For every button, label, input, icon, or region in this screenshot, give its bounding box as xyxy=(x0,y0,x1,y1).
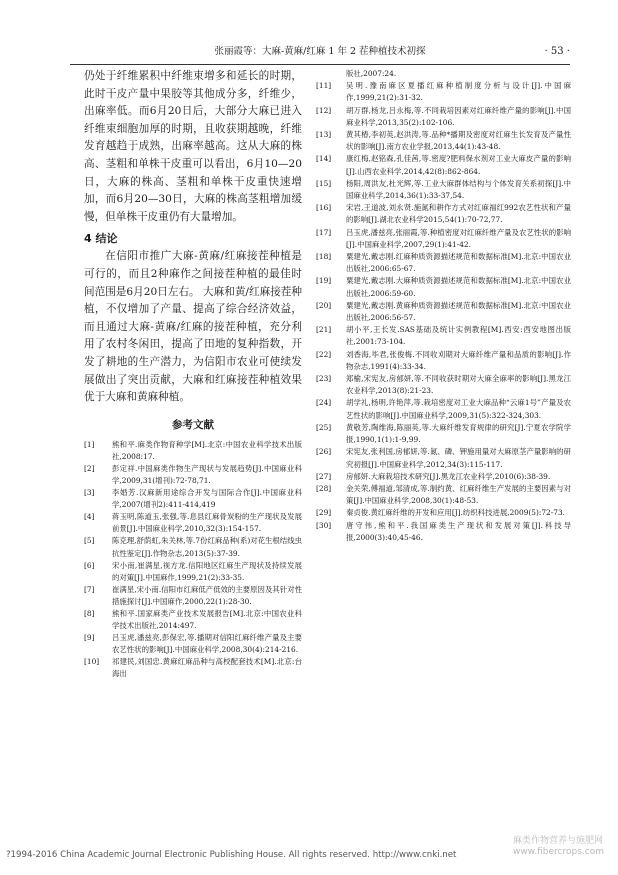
reference-item xyxy=(84,560,302,584)
reference-item xyxy=(316,483,571,507)
reference-item xyxy=(84,511,302,535)
reference-text: 康红梅,赵铭森,孔佳茜,等.密度?肥料保水剂对工业大麻皮产量的影响[J].山西农业科学,2014,42(8):862-864. xyxy=(346,154,571,176)
reference-number: [8] xyxy=(84,609,95,618)
reference-item xyxy=(316,507,571,519)
reference-item xyxy=(316,349,571,373)
header-rule xyxy=(70,64,570,65)
reference-text: 秦贞俊.黄红麻纤维的开发和应用[J].纺织科技进展,2009(5):72-73. xyxy=(346,508,566,518)
reference-number: [11] xyxy=(316,81,332,91)
reference-text: 吴明.豫南麻区夏播红麻种植制度分析与设计[J].中国麻作,1999,21(2):31-32. xyxy=(346,81,571,103)
reference-list-right xyxy=(316,68,571,544)
reference-text: 刘香海,毕君,张俊梅.不同收刈期对大麻纤维产量和品质的影响[J].作物杂志,1991(4):33-34. xyxy=(346,349,571,371)
running-header xyxy=(70,42,570,62)
site-watermark xyxy=(513,836,604,858)
reference-item xyxy=(316,227,571,251)
reference-item xyxy=(84,608,302,632)
reference-number: [14] xyxy=(316,154,332,164)
reference-text: 胡小平,王长发.SAS基础及统计实例教程[M].西安:西安地图出版社,2001:73-104. xyxy=(346,325,571,347)
header-title: 张丽霞等：大麻-黄麻/红麻 1 年 2 茬种植技术初探 xyxy=(214,46,426,57)
reference-number: [25] xyxy=(316,422,332,432)
reference-item xyxy=(84,656,302,680)
reference-number: [9] xyxy=(84,633,95,643)
reference-item xyxy=(316,300,571,324)
reference-list-left xyxy=(84,439,302,681)
reference-text: 吕玉虎,潘兹亮,彭保宏,等.播期对信阳红麻纤维产量及主要农艺性状的影响[J].中国麻业科学,2008,30(4):214-216. xyxy=(112,633,302,655)
reference-text: 胡万群,杨龙,吕永梅,等.不同栽培因素对红麻纤维产量的影响[J].中国麻业科学,2013,35(2):102-106. xyxy=(346,105,571,127)
reference-text: 金关荣,傅福道,邹清成,等.制约黄、红麻纤维生产发展的主要因素与对策[J].中国麻业科学,2008,30(1):48-53. xyxy=(346,483,571,506)
reference-text: 宋宪友,张利国,房郁妍,等.氮、磷、钾施用量对大麻原茎产量影响的研究初报[J].中国麻业科学,2012,34(3):115-117. xyxy=(346,447,571,469)
reference-text: 杨阳,周洪友,杜光辉,等.工业大麻群体结构与个体发育关系初探[J].中国麻业科学,2014,36(1):33-37,54. xyxy=(346,178,571,201)
reference-number: [12] xyxy=(316,105,332,115)
reference-item xyxy=(84,632,302,656)
reference-number: [3] xyxy=(84,488,95,498)
right-column xyxy=(316,68,571,544)
reference-item xyxy=(84,535,302,559)
reference-item xyxy=(316,520,571,544)
reference-text: 祁建民,刘国忠.黄麻红麻品种与高校配套技术[M].北京:台海出 xyxy=(112,657,302,679)
reference-text: 郑榆,宋宪友,房郁妍,等.不同收获时期对大麻全麻率的影响[J].黑龙江农业科学,2013(8):21-23. xyxy=(346,374,571,396)
reference-item xyxy=(316,251,571,275)
reference-number: [2] xyxy=(84,463,95,473)
reference-item xyxy=(316,397,571,421)
page-number: · 53 · xyxy=(544,46,570,57)
reference-text: 宋小南,崔满星,视方龙.信阳地区红麻生产现状及持续发展的对策[J].中国麻作,1999,21(2):33-35. xyxy=(112,560,302,582)
reference-text: 宋岩,王道波,刘永贤.施氮和耕作方式对红麻福红992农艺性状和产量的影响[J].湖北农业科学2015,54(1):70-72,77. xyxy=(346,203,571,225)
section-title-conclusion: 4 结论 xyxy=(84,232,118,246)
body-paragraph-1: 仍处于纤维累积中纤维束增多和延长的时期，此时干皮产量中果胶等其他成分多，纤维少，出麻率低。而6月20日后，大部分大麻已进入纤维束细胞加厚的时期，且收获期越晚，纤维发育越趋于成熟，出麻率越高。这从大麻的株高、茎粗和单株干皮重可以看出，6月10—20日，大麻的株高、茎粗和单株干皮重快速增加，而6月20—30日，大麻的株高茎粗增加缓慢，但单株干皮重仍有大量增加。 xyxy=(84,70,302,223)
reference-number: [21] xyxy=(316,325,332,335)
reference-number: [29] xyxy=(316,508,332,518)
reference-item xyxy=(316,105,571,129)
reference-text: 黄敬芳,陶维海,陈丽英,等.大麻纤维发育规律的研究[J].宁夏农学院学报,1990,1(1):1-9,99. xyxy=(346,422,571,445)
reference-number: [27] xyxy=(316,471,332,481)
reference-number: [26] xyxy=(316,447,332,457)
reference-number: [22] xyxy=(316,349,332,359)
reference-number: [28] xyxy=(316,483,332,493)
reference-text: 粟建光,戴志刚.红麻种质资源描述规范和数据标准[M].北京:中国农业出版社,2006:65-67. xyxy=(346,252,571,274)
reference-text: 胡学礼,杨明,许艳萍,等.栽培密度对工业大麻品种“云麻1号”产量及农艺性状的影响[J].中国麻业科学,2009,31(5):322-324,303. xyxy=(346,398,571,420)
reference-item xyxy=(316,153,571,177)
reference-number: [16] xyxy=(316,203,332,213)
reference-item xyxy=(316,275,571,299)
reference-text: 粟建光,戴志刚.大麻种质资源描述规范和数据标准[M].北京:中国农业出版社,2006:59-60. xyxy=(346,276,571,298)
reference-number: [15] xyxy=(316,178,332,188)
reference-number: [17] xyxy=(316,227,332,237)
reference-item xyxy=(316,422,571,446)
watermark-line-2: www.fibercrops.com xyxy=(513,847,604,857)
reference-item xyxy=(84,584,302,608)
reference-item xyxy=(316,471,571,483)
reference-text: 熊和平.麻类作物育种学[M].北京:中国农业科学技术出版社,2008:17. xyxy=(112,439,302,461)
reference-text: 熊和平.国家麻类产业技术发展报告[M].北京:中国农业科学技术出版社,2014:497. xyxy=(112,609,302,631)
reference-text: 唐守伟,熊和平.我国麻类生产现状和发展对策[J].科技导报,2000(3):40,45-46. xyxy=(346,520,571,542)
reference-item xyxy=(316,129,571,153)
reference-number: [19] xyxy=(316,276,332,286)
reference-text: 版社,2007:24. xyxy=(346,69,397,78)
reference-number: [10] xyxy=(84,657,100,667)
reference-text: 粟建光,戴志刚.黄麻种质资源描述规范和数据标准[M].北京:中国农业出版社,2006:56-57. xyxy=(346,300,571,323)
reference-number: [7] xyxy=(84,584,95,594)
reference-number: [4] xyxy=(84,512,95,522)
reference-item xyxy=(84,439,302,463)
reference-text: 黄其椿,李初英,赵洪涛,等.品种*播期及密度对红麻生长发育及产量性状的影响[J].南方农业学报,2013,44(1):43-48. xyxy=(346,130,571,152)
reference-number: [23] xyxy=(316,374,332,384)
body-paragraph-2: 在信阳市推广大麻-黄麻/红麻接茬种植是可行的，而且2种麻作之间接茬种植的最佳时间范围是6月20日左右。 大麻和黄/红麻接茬种植，不仅增加了产量、提高了综合经济效益，而且通过大麻-黄麻/红麻的接茬种植，充分利用了农村冬闲田，提高了田地的复种指数，开发了耕地的生产潜力，为信阳市农业可使续发展做出了突出贡献，大麻和红麻接茬种植效果优于大麻和黄麻种植。 xyxy=(84,250,302,404)
reference-item xyxy=(84,487,302,511)
reference-text: 蒋玉明,陈道玉,张强,等.息县红麻骨炭粉的生产现状及发展前景[J].中国麻业科学,2010,32(3):154-157. xyxy=(112,512,302,534)
reference-item xyxy=(316,178,571,202)
reference-number: [13] xyxy=(316,130,332,140)
reference-number: [1] xyxy=(84,439,95,449)
reference-text: 李婚芳.汉麻新用途综合开发与国际合作[J].中国麻业科学,2007(增刊2):411-414,419 xyxy=(112,488,302,510)
references-title: 参考文献 xyxy=(172,418,214,431)
reference-text: 彭定祥.中国麻类作物生产现状与发展趋势[J].中国麻业科学,2009,31(增刊):72-78,71. xyxy=(112,463,302,485)
reference-item xyxy=(316,373,571,397)
reference-item xyxy=(316,202,571,226)
reference-number: [20] xyxy=(316,300,332,310)
reference-text: 陈克理,舒荫虹,朱关林,等.7份红麻品种(系)对花生根结线虫抗性鉴定[J].作物杂志,2013(5):37-39. xyxy=(112,536,302,558)
reference-item xyxy=(316,324,571,348)
left-column xyxy=(84,68,302,681)
reference-item xyxy=(84,463,302,487)
reference-number: [24] xyxy=(316,398,332,408)
reference-number: [6] xyxy=(84,560,95,570)
reference-text: 房郁妍.大麻栽培技术研究[J].黑龙江农业科学,2010(6):38-39. xyxy=(346,471,551,481)
reference-number: [30] xyxy=(316,520,332,530)
reference-text: 崔满星,宋小南.信阳市红麻低产低效的主要原因及其针对性措施探讨[J].中国麻作,2000,22(1):28-30. xyxy=(112,584,302,606)
reference-item xyxy=(316,68,571,80)
reference-number: [5] xyxy=(84,536,95,546)
copyright-footer: ?1994-2016 China Academic Journal Electronic Publishing House. All rights reserved. http://www.cnki.net xyxy=(6,850,457,860)
reference-item xyxy=(316,446,571,470)
watermark-line-1: 麻类作物营养与施肥网 xyxy=(513,836,604,846)
reference-text: 吕玉虎,潘兹亮,张丽霞,等.种植密度对红麻纤维产量及农艺性状的影响[J].中国麻业科学,2007,29(1):41-42. xyxy=(346,227,571,249)
reference-number: [18] xyxy=(316,252,332,262)
reference-item xyxy=(316,80,571,104)
